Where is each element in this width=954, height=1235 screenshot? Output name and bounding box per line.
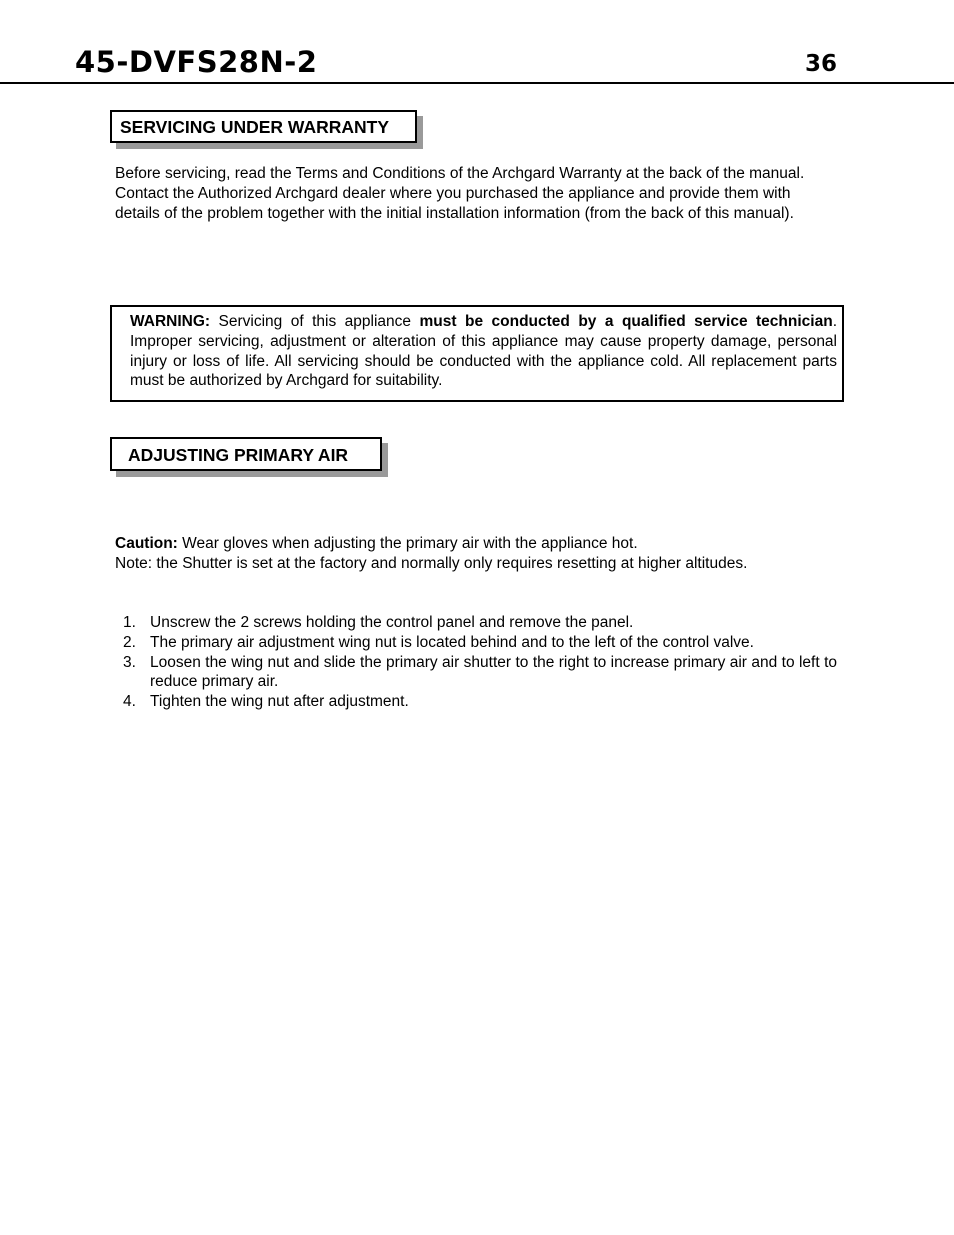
caution-block xyxy=(115,534,855,574)
page-number: 36 xyxy=(805,51,838,77)
step-number: 1. xyxy=(123,614,136,631)
step-number: 3. xyxy=(123,653,136,671)
step-number: 2. xyxy=(123,633,136,651)
shutter-note: Note: the Shutter is set at the factory and normally only requires resetting at higher altitudes. xyxy=(115,554,748,572)
warning-emphasis: must be conducted by a qualified service technician xyxy=(419,313,833,330)
warning-box xyxy=(110,305,844,402)
adjusting-primary-air-heading: ADJUSTING PRIMARY AIR xyxy=(110,437,382,471)
servicing-warranty-heading: SERVICING UNDER WARRANTY xyxy=(110,110,417,143)
page-header xyxy=(0,0,954,84)
caution-line xyxy=(115,534,855,554)
adjustment-steps-list xyxy=(115,613,837,712)
document-code: 45-DVFS28N-2 xyxy=(75,45,318,79)
step-text: Loosen the wing nut and slide the primary air shutter to the right to increase primary air and to left to reduce primary air. xyxy=(150,653,837,691)
warning-text-end: . Improper servicing, adjustment or alteration of this appliance may cause property damage, personal injury or loss of life. All servicing should be conducted with the appliance cold. All replacement parts must be authorized by Archgard for suitability. xyxy=(130,313,837,390)
step-text: Tighten the wing nut after adjustment. xyxy=(150,693,409,711)
list-item xyxy=(115,613,837,633)
step-text: Unscrew the 2 screws holding the control panel and remove the panel. xyxy=(150,614,634,631)
step-number: 4. xyxy=(123,693,136,711)
warranty-paragraph: Before servicing, read the Terms and Conditions of the Archgard Warranty at the back of the manual. Contact the Authorized Archgard dealer where you purchased the appliance and provide them with details of the problem together with the initial installation information (from the back of this manual). xyxy=(115,165,805,222)
list-item xyxy=(115,692,837,712)
list-item xyxy=(115,633,837,653)
warning-text-start: Servicing of this appliance xyxy=(210,313,420,330)
caution-label: Caution: xyxy=(115,535,178,552)
list-item xyxy=(115,653,837,693)
step-text: The primary air adjustment wing nut is located behind and to the left of the control valve. xyxy=(150,633,754,651)
caution-text: Wear gloves when adjusting the primary air with the appliance hot. xyxy=(177,535,638,552)
warning-label: WARNING: xyxy=(130,313,211,330)
